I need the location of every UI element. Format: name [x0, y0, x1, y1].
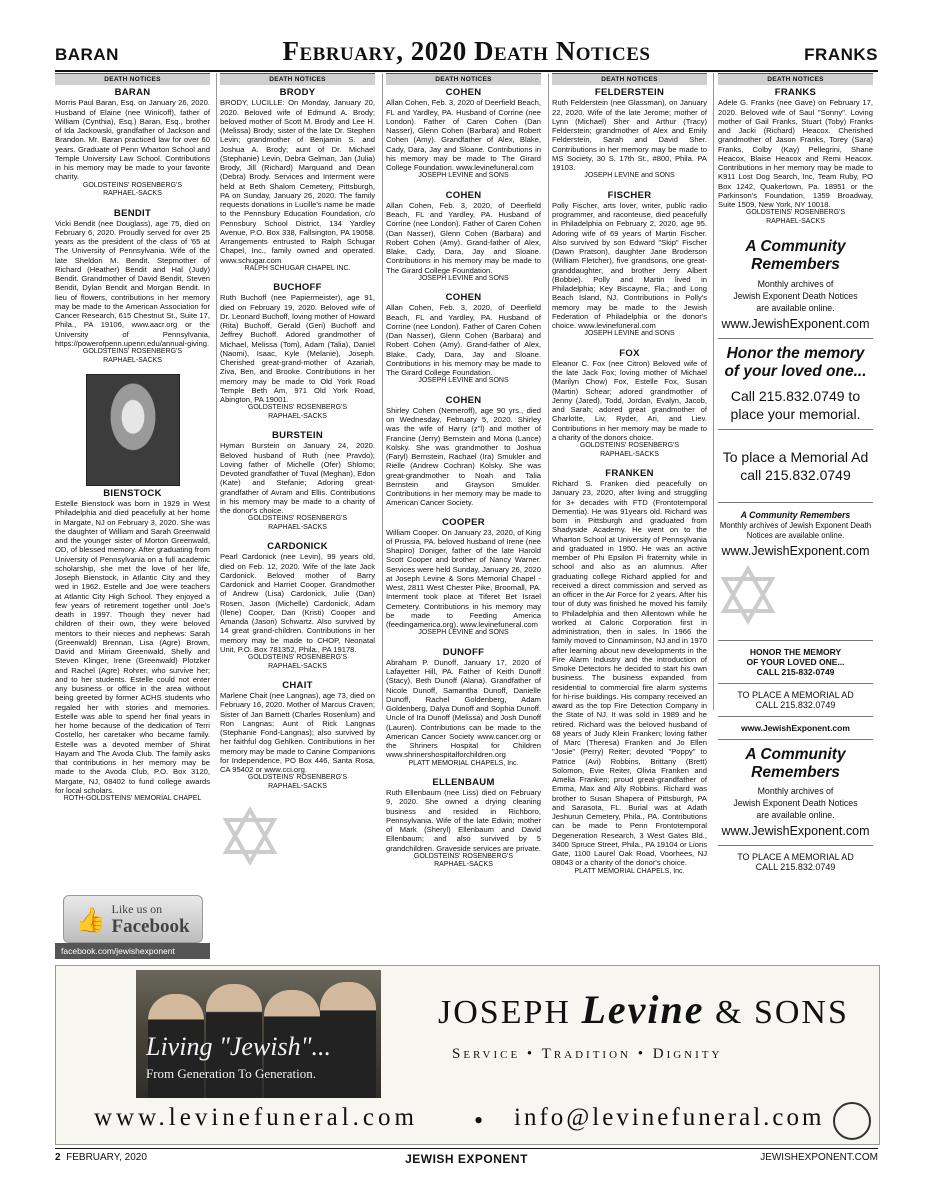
- promo-text: Monthly archives of Jewish Exponent Death Notices are available online.: [719, 521, 872, 541]
- notice-burstein: [220, 430, 375, 532]
- notice-chapel: JOSEPH LEVINE and SONS: [418, 274, 509, 282]
- notice-text: Hyman Burstein on January 24, 2020. Beloved husband of Ruth (nee Pravdo); Loving father of Michelle (Ofer) Shlomo; Devoted grandfather of Tuval (Meghan), Edon (Kate) and Stefanie; Adoring great-grandfather of Avram and Ellis. Contributions in his memory may be made to a charity of the donor's choice.: [220, 441, 375, 515]
- column-label: DEATH NOTICES: [552, 73, 707, 85]
- facebook-url[interactable]: facebook.com/jewishexponent: [55, 943, 210, 959]
- promo-divider: [718, 502, 873, 503]
- notice-text: Ruth Buchoff (nee Papiermeister), age 91, died on February 19, 2020. Beloved wife of Dr. Leonard Buchoff, loving mother of Howard (Rita) Buchoff, Gerald (Geri) Buchoff and Jeffrey Buchoff. Adored grandmother of Michael, Melissa (Tom), Adam (Talia), Daniel (Naomi), Isaac, Kyle (Melanie), Joseph. Cherished great-grand-mother of Azariah, Ziva, Ben, and Brooke. Contributions in her memory may be made to Old York Road Temple Beth Am, 971 Old York Road, Abington, PA 19001.: [220, 293, 375, 404]
- notice-text: Vicki Bendit (nee Douglass), age 75, died on February 6, 2020. Proudly served for over 25 years as the president of the class of '65 at The University of Pennsylvania. Wife of the late Sheldon M. Bendit. Stepmother of Richard (Heather) Bendit and Hal (Judy) Bendit. Grandmother of David Bendit, Steven Bendit, Dylan Bendit and Morgan Bendit. In lieu of flowers, contributions in her memory may be made to the American Association for Cancer Research, 615 Chestnut St., Suite 17, Phila., PA 19106, www.aacr.org or the University of Pennsylvania, https://powerofpenn.upenn.edu/annual-giving.: [55, 218, 210, 348]
- notice-bienstock: [55, 374, 210, 804]
- ad-logo-last: & SONS: [715, 994, 849, 1031]
- header-left-name: BARAN: [55, 45, 119, 64]
- notice-name: BURSTEIN: [272, 430, 323, 442]
- ad-logo-first: JOSEPH: [438, 994, 571, 1031]
- notice-name: COHEN: [445, 292, 482, 304]
- page-title: February, 2020 Death Notices: [282, 36, 651, 66]
- notice-name: COHEN: [445, 87, 482, 99]
- promo-heading: A Community Remembers: [745, 745, 846, 781]
- promo-heading: A Community Remembers: [745, 238, 846, 274]
- funeral-home-ad[interactable]: [55, 965, 880, 1145]
- notice-name: BENDIT: [113, 207, 152, 219]
- ad-logo-script: Levine: [581, 987, 705, 1032]
- promo-community-remembers: [718, 509, 873, 559]
- footer-website: JEWISHEXPONENT.COM: [760, 1152, 878, 1163]
- promo-text: Call 215.832.0749 to place your memorial.: [730, 388, 861, 423]
- notice-chapel: GOLDSTEINS' ROSENBERG'S RAPHAEL-SACKS: [413, 852, 514, 869]
- notice-name: FOX: [619, 347, 640, 359]
- notice-name: CHAIT: [282, 680, 313, 691]
- notice-name: BRODY: [279, 87, 316, 99]
- seal-icon: [833, 1102, 871, 1140]
- notice-cohen-3: [386, 292, 541, 386]
- notice-name: FRANKEN: [605, 468, 654, 479]
- notice-text: Richard S. Franken died peacefully on January 23, 2020, after living and struggling for 3+ decades with FTD (Frontotemporal Dementia). He was 91years old. Richard was born in Pittsburgh and graduated from Shadyside Academy. He went on to the Wharton School at University of Pennsylvania and graduated in 1950. He was an active member of Phi Epsilon Pi fraternity while in school and also as an alumnus. After graduating college Richard applied for and received a direct commission and served as an officer in the Air Force for 2 years. After his tour of duty was finished he moved his family to Philadelphia and then Allentown while he worked at Caloric Corporation first in administration, then in sales. In 1966 the family moved to Cinnaminson, NJ and in 1970 after learning about new developments in the Fire Alarm Industry and the introduction of Smoke Detectors he decided to start his own business. The business expanded from residential to commercial fire alarm systems for hi-rise buildings. His company received an award as the top Fire Detection Company in the State of NJ. It was sold in 1989 and he retired. Richard was the beloved husband of 68 years of Judy Klein Franken; loving father of Marc (Theresa) Franken and Jo Ellen "Josie" (Perry) Reiter; devoted "Poppy" to Patrice (Avi) Robbins, Brittany (Brett) Solomon, Evie Reiter, Olivia Franken and Amelia Franken; proud great-grandfather of Emma, Max and Ally Robbins. Richard was brother to Susan Shapera of Pittsburgh, PA and Sarasota, FL. Burial was at Adath Jeshurun Cemetery, Phila., PA. Contributions can be made to Penn Frontotemporal Degeneration Research, 3 West Gates Bld., 3400 Spruce Street, Phila., PA 19104 or Lions Gate, 1100 Laurel Oak Road, Voorhees, NJ 08043 or a charity of the donor's choice.: [552, 479, 707, 868]
- notice-name: FISCHER: [607, 189, 652, 201]
- notice-name: ELLENBAUM: [432, 777, 495, 788]
- notice-chapel: GOLDSTEINS' ROSENBERG'S RAPHAEL-SACKS: [745, 209, 846, 225]
- notice-chait: [220, 680, 375, 791]
- notice-text: Adele G. Franks (nee Gave) on February 17, 2020. Beloved wife of Saul "Sonny". Loving mother of Gail Franks, Stuart (Toby) Franks and Jacki (Richard) Heacox. Cherished grandmother of Jason Franks, Torey (Sara) Franks, Colby (Kay) Pellegrini, Shane Heacox, Blaise Heacox and Remi Heacox. Contributions in her memory may be made to K911 Lost Dog Search, Inc, Team Ruby, PO Box 1242, Quakertown, Pa. 18951 or the Parkinson's Foundation, 1359 Broadway, Suite 1509, New York, NY 10018.: [718, 98, 873, 209]
- promo-divider: [718, 845, 873, 846]
- notice-text: Morris Paul Baran, Esq. on January 26, 2020. Husband of Elaine (nee Winicoff), father of William (Cynthia), Esq.) Baran, Esq., brother of Ida Jackowski, grandfather of Jackson and Brandon. Mr. Baran practiced law for over 60 years. Graduate of Penn Wharton School and Temple University Law School. Contributions in his memory may be made to your favorite charity.: [55, 98, 210, 182]
- notice-name: BARAN: [114, 87, 151, 99]
- promo-memorial-ad: [718, 690, 873, 710]
- notice-name: CARDONICK: [267, 541, 328, 553]
- column-label: DEATH NOTICES: [220, 73, 375, 85]
- ad-website-link[interactable]: www.levinefuneral.com: [94, 1104, 418, 1131]
- thumbs-up-icon: 👍: [75, 908, 106, 934]
- notice-name: COHEN: [445, 394, 482, 406]
- promo-text: TO PLACE A MEMORIAL AD CALL 215.832.0749: [737, 689, 854, 710]
- column-3: [386, 73, 541, 913]
- ad-separator: •: [474, 1106, 484, 1135]
- column-2: [220, 73, 375, 913]
- promo-website-link[interactable]: www.JewishExponent.com: [741, 722, 850, 733]
- promo-divider: [718, 429, 873, 430]
- promo-community-remembers: [718, 238, 873, 332]
- notice-name: BIENSTOCK: [103, 488, 162, 499]
- notice-cooper: [386, 517, 541, 638]
- notice-text: Eleanor C. Fox (nee Citron) Beloved wife of the late Jack Fox; loving mother of Michael (Marilyn Chow) Fox, Estelle Fox, Susan (Martin) Schear; adored grandmother of Jenny (Jared), Todd, Jordan, Evalyn, Jacob, and Sarah; adored great grandmother of Charlotte, Liv, Ryder, Ari, and Liev. Contributions in her memory may be made to a charity of the donors choice.: [552, 358, 707, 442]
- star-of-david-icon: [718, 565, 778, 625]
- notice-chapel: GOLDSTEINS' ROSENBERG'S RAPHAEL-SACKS: [247, 404, 348, 420]
- notice-text: Pearl Cardonick (nee Levin), 99 years old, died on Feb. 12, 2020. Wife of the late Jack Cardonick. Beloved mother of Barry Cardonick and Harriet Cooper. Grandmother of Andrew (Lisa) Cardonick, Julie (Dan) Rosen, Jason (Michelle) Cardonick, Adam (Ilene) Cooper, Dan (Kristi) Cooper and Amanda (Jason) Schwartz. Also survived by 14 great grand-children. Contributions in her memory may be made to CHOP, Neonatal Unit, P.O. Box 781352, Phila., PA 19178.: [220, 552, 375, 654]
- promo-memorial-ad: [718, 852, 873, 872]
- column-label: DEATH NOTICES: [386, 73, 541, 85]
- promo-heading: Honor the memory of your loved one...: [724, 345, 867, 381]
- notice-baran: [55, 87, 210, 198]
- notice-text: Polly Fischer, arts lover, writer, public radio programmer, and raconteuse, died peacefully in Philadelphia on February 2, 2020, age 95. Adoring wife of 69 years of Martin Fischer. Also survived by son Edward "Skip" Fischer (Dawn Pratson), daughter Jane Broderson (William Fletcher), five grandsons, one great-granddaughter, and brother Jerry Albert (Bobbie). Polly and Martin lived in Philadelphia; Key Biscayne, Fla.; and Long Beach Island, NJ. Contributions in Polly's memory may be made to the Jewish Federation of Philadelphia or the donor's choice. www.levinefuneral.com: [552, 200, 707, 330]
- ad-email-link[interactable]: info@levinefuneral.com: [514, 1104, 825, 1131]
- notice-ellenbaum: [386, 777, 541, 870]
- notice-felderstein: [552, 87, 707, 181]
- column-label: DEATH NOTICES: [718, 73, 873, 85]
- notice-text: Ruth Ellenbaum (nee Liss) died on February 9, 2020. She owned a drying cleaning business and resided in Richboro, Pennsylvania. Wife of the late Edwin; mother of Mark (Sheryl) Ellenbaum and David Ellenbaum; and also survived by 5 grandchildren. Graveside services are private.: [386, 788, 541, 853]
- promo-text: Monthly archives of Jewish Exponent Death Notices are available online.: [733, 279, 858, 314]
- notice-chapel: GOLDSTEINS' ROSENBERG'S RAPHAEL-SACKS: [247, 774, 348, 790]
- notice-fox: [552, 348, 707, 459]
- footer-publication: JEWISH EXPONENT: [405, 1152, 528, 1166]
- header-right-name: FRANKS: [804, 45, 878, 64]
- facebook-promo[interactable]: [55, 895, 210, 943]
- column-divider: [382, 73, 383, 710]
- promo-divider: [718, 716, 873, 717]
- notice-buchoff: [220, 282, 375, 421]
- header-divider: [55, 70, 878, 72]
- column-divider: [548, 73, 549, 710]
- promo-community-remembers: [718, 746, 873, 839]
- notice-chapel: GOLDSTEINS' ROSENBERG'S RAPHAEL-SACKS: [82, 181, 183, 197]
- notice-chapel: RALPH SCHUGAR CHAPEL INC.: [244, 264, 351, 272]
- notice-franken: [552, 468, 707, 876]
- notice-bendit: [55, 208, 210, 366]
- notice-name: BUCHOFF: [273, 282, 322, 294]
- notice-text: Estelle Bienstock was born in 1929 in West Philadelphia and died peacefully at her home in Margate, NJ on February 3, 2020. She was the daughter of William and Sarah Greenwald and the younger sister of Morton Greenwald, OD, of blessed memory. After graduating from University of Pennsylvania on a full academic scholarship, she met the love of her life, Joseph Bienstock, in Atlantic City and they wed in 1962. Estelle and Joe were teachers at Atlantic City High School. They enjoyed a few years of retirement together until Joe's death in 1997. Though they never had children of their own, they were beloved mentors to their nieces and nephews: Sarah (Greenwald) Brennan, Lisa (Agre) Brown, David and Miriam Greenwald, Shelly and Steven Klinger, Irene (Greenwald) Plotzker and Rachel (Agre) Rohrer, who survive her; and to her students. Estelle could not enter any business or office in the area without being greeted by former ACHS students who regaled her with stories and memories. Estelle was able to spend her final years in her home because of the dedication of Terri Costello, her caretaker who became family. Estelle was a devoted member of Shirat Hayam and The Avoda Club. The family asks that contributions in her memory may be made to the Avoda Club, P.O. Box 3120, Margate, NJ, 08402 to fund college awards for local scholars.: [55, 499, 210, 795]
- notice-chapel: JOSEPH LEVINE and SONS: [418, 377, 509, 385]
- promo-text: TO PLACE A MEMORIAL AD CALL 215.832.0749: [737, 851, 854, 872]
- notice-text: Ruth Felderstein (nee Glassman), on January 22, 2020. Wife of the late Jerome; mother of Lynn (Michael) Sher and Arthur (Tracy) Felderstein; grandmother of Alex and Emily Felderstein, Sarah and David Sher. Contributions in her memory may be made to MS Society, 30 S. 17th St., #800, Phila. PA 19103.: [552, 98, 707, 172]
- promo-text: Monthly archives of Jewish Exponent Death Notices are available online.: [733, 785, 858, 820]
- notice-text: Abraham P. Dunoff, January 17, 2020 of Lafayetter Hill, PA. Father of Keith Dunoff (Stacy), Beth Dunoff (Alana). Grandfather of Nicole Dunoff, Samantha Dunoff, Danielle Dunoff, Rachel Goldenberg, Adam Goldenberg, Dalya Dunoff and Sophia Dunoff. Uncle of Ira Dunoff (Melissa) and Josh Dunoff (Lauren). Contributions can be made to the American Cancer Society www.cancer.org or the Shriners Hospital for Children www.shrinershospitalforchildren.org: [386, 657, 541, 760]
- promo-website-link[interactable]: www.JewishExponent.com: [721, 823, 870, 838]
- ad-tagline: Service • Tradition • Dignity: [452, 1046, 723, 1062]
- notice-chapel: JOSEPH LEVINE and SONS: [584, 172, 675, 180]
- promo-divider: [718, 739, 873, 740]
- notice-chapel: JOSEPH LEVINE and SONS: [418, 172, 509, 180]
- promo-text: To place a Memorial Ad call 215.832.0749: [722, 449, 869, 484]
- notice-chapel: ROTH-GOLDSTEINS' MEMORIAL CHAPEL: [63, 795, 202, 802]
- notice-text: BRODY, LUCILLE: On Monday, January 20, 2020. Beloved wife of Edmund A. Brody; beloved mother of Scott M. Brody and Lee H. (Melissa) Brody; sister of the late Dr. Stephen Levin; grandmother of Benjamin S. and Joshua A. Brody; aunt of Dr. Michael (Stephanie) Levin, Debra Gelman, Jan (Julia) Brody, Jill (Richard) Marquand and Dean (Debra) Brody. Services and Interment were held at Beth Shalom Cemetery, Pittsburgh, PA on Sunday, January 26, 2020. The family requests donations in Lucille's name be made to the Pennsbury Education Foundation, c/o Pennsbury School District, 134 Yardley Avenue, P.O. Box 338, Fallsington, PA 19058. Arrangements entrusted to Ralph Schugar Chapel, Inc., family owned and operated. www.schugar.com: [220, 98, 375, 265]
- notice-brody: [220, 87, 375, 273]
- notice-text: Shirley Cohen (Nemeroff), age 90 yrs., died on Wednesday, February 5, 2020. Shirley was the wife of Harry (z"l) and mother of Francine (Jerry) Bernstein and Mona (Lance) Kolsky. She was grandmother to Joshua (Faryl) Bernstein, Rachael (Ira) Smukler and Rielle (Andrew Cochran) Kolsky. She was great-grandmother to Noah and Talia Bernstein and Grayson Smukler. Contributions in her memory may be made to American Cancer Society.: [386, 405, 541, 508]
- notice-chapel: JOSEPH LEVINE and SONS: [584, 330, 675, 338]
- facebook-like-button[interactable]: [63, 895, 203, 943]
- notice-text: Allan Cohen, Feb. 3, 2020, of Deerfield Beach, FL and Yardley, PA. Husband of Corrine (nee London). Father of Caren Cohen (Dan Nasser), Glenn Cohen (Barbara) and Robert Cohen (Amy). Grand-father of Alex, Blake, Cady, Dara, Jay and Sloane. Contributions in his memory may be made to The Girard College Foundation.: [386, 200, 541, 275]
- column-divider: [713, 73, 714, 710]
- notice-cardonick: [220, 541, 375, 671]
- promo-website: [718, 723, 873, 733]
- facebook-name: Facebook: [111, 916, 190, 937]
- notice-text: Allan Cohen, Feb. 3, 2020, of Deerfield Beach, FL and Yardley, PA. Husband of Corrine (nee London). Father of Caren Cohen (Dan Nasser), Glenn Cohen (Barbara) and Robert Cohen (Amy). Grand-father of Alex, Blake, Cady, Dara, Jay and Sloane. Contributions in his memory may be made to The Girard College Foundation.: [386, 303, 541, 377]
- notice-fischer: [552, 190, 707, 339]
- facebook-like-label: Like us on: [111, 902, 163, 916]
- promo-website-link[interactable]: www.JewishExponent.com: [721, 317, 870, 332]
- column-divider: [216, 73, 217, 710]
- notice-chapel: PLATT MEMORIAL CHAPELS, Inc.: [574, 867, 685, 875]
- notice-name: FELDERSTEIN: [594, 87, 665, 99]
- notice-chapel: PLATT MEMORIAL CHAPELS, Inc.: [408, 759, 519, 767]
- notice-cohen-2: [386, 190, 541, 284]
- star-of-david-icon: [220, 806, 280, 866]
- footer-divider: [55, 1148, 878, 1149]
- promo-divider: [718, 683, 873, 684]
- promo-website-link[interactable]: www.JewishExponent.com: [721, 544, 870, 559]
- ad-subslogan: From Generation To Generation.: [146, 1066, 316, 1081]
- column-label: DEATH NOTICES: [55, 73, 210, 85]
- column-1: [55, 73, 210, 913]
- promo-honor-memory: [718, 345, 873, 423]
- notice-name: DUNOFF: [442, 646, 485, 658]
- notice-name: COHEN: [445, 189, 482, 201]
- ad-slogan: Living "Jewish"...: [146, 1032, 332, 1061]
- promo-heading: A Community Remembers: [740, 510, 851, 521]
- notice-name: FRANKS: [774, 87, 817, 99]
- ad-logo: [438, 986, 849, 1033]
- notice-cohen-1: [386, 87, 541, 181]
- notice-chapel: GOLDSTEINS' ROSENBERG'S RAPHAEL-SACKS: [579, 442, 680, 458]
- column-4: [552, 73, 707, 913]
- column-5: [718, 73, 873, 913]
- notice-dunoff: [386, 647, 541, 768]
- promo-divider: [718, 338, 873, 339]
- notice-chapel: GOLDSTEINS' ROSENBERG'S RAPHAEL-SACKS: [247, 515, 348, 531]
- notice-name: COOPER: [442, 516, 485, 528]
- notice-text: William Cooper. On January 23, 2020, of King of Prussia, PA. beloved husband of Irene (nee Shapiro) Doniger, father of the late Harold Scott Cooper and brother of Nancy Warner. Services were held Sunday, January 26, 2020 at Joseph Levine & Sons Memorial Chapel - West, 2811 West Chester Pike, Broomall, PA. Interment took place at Tiferet Bet Israel Cemetery. Contributions in his memory may be made to Feeding America (feedingamerica.org). www.levinefuneral.com: [386, 527, 541, 629]
- footer-date: FEBRUARY, 2020: [66, 1152, 147, 1163]
- notice-text: Marlene Chait (nee Langnas), age 73, died on February 16, 2020. Mother of Marcus Craven; Sister of Jan Barnett (Charles Rosenlum) and Ron Langnas; Aunt of Rick Langnas (Stephanie Fond-Langnas); also survived by her faithful dog Gehlken. Contributions in her memory may be made to Canine Companions for Independence, PO Box 446, Santa Rosa, CA 95402 or www.cci.org.: [220, 691, 375, 774]
- page-header: [55, 36, 878, 70]
- notice-chapel: GOLDSTEINS' ROSENBERG'S RAPHAEL-SACKS: [247, 654, 348, 670]
- promo-memorial-ad: [718, 436, 873, 496]
- page-number: 2: [55, 1152, 61, 1163]
- promo-text: HONOR THE MEMORY OF YOUR LOVED ONE... CALL 215-832-0749: [746, 646, 845, 677]
- notice-text: Allan Cohen, Feb. 3, 2020 of Deerfield Beach, FL and Yardley, PA. Husband of Corrine (nee London). Father of Caren Cohen (Dan Nasser), Glenn Cohen (Barbara) and Robert Cohen (Amy). Grandfather of Alex, Blake, Cady, Dara, Jay and Sloane. Contributions in his memory may be made to The Girard College Foundation. www.levinefuneral.com: [386, 98, 541, 172]
- notice-cohen-4: [386, 395, 541, 508]
- notice-chapel: JOSEPH LEVINE and SONS: [418, 629, 509, 637]
- notice-chapel: GOLDSTEINS' ROSENBERG'S RAPHAEL-SACKS: [82, 348, 183, 364]
- promo-divider: [718, 640, 873, 641]
- portrait-photo: [86, 374, 180, 486]
- promo-honor-memory: [718, 647, 873, 677]
- notice-franks: [718, 87, 873, 226]
- facebook-url-bar[interactable]: [55, 937, 210, 959]
